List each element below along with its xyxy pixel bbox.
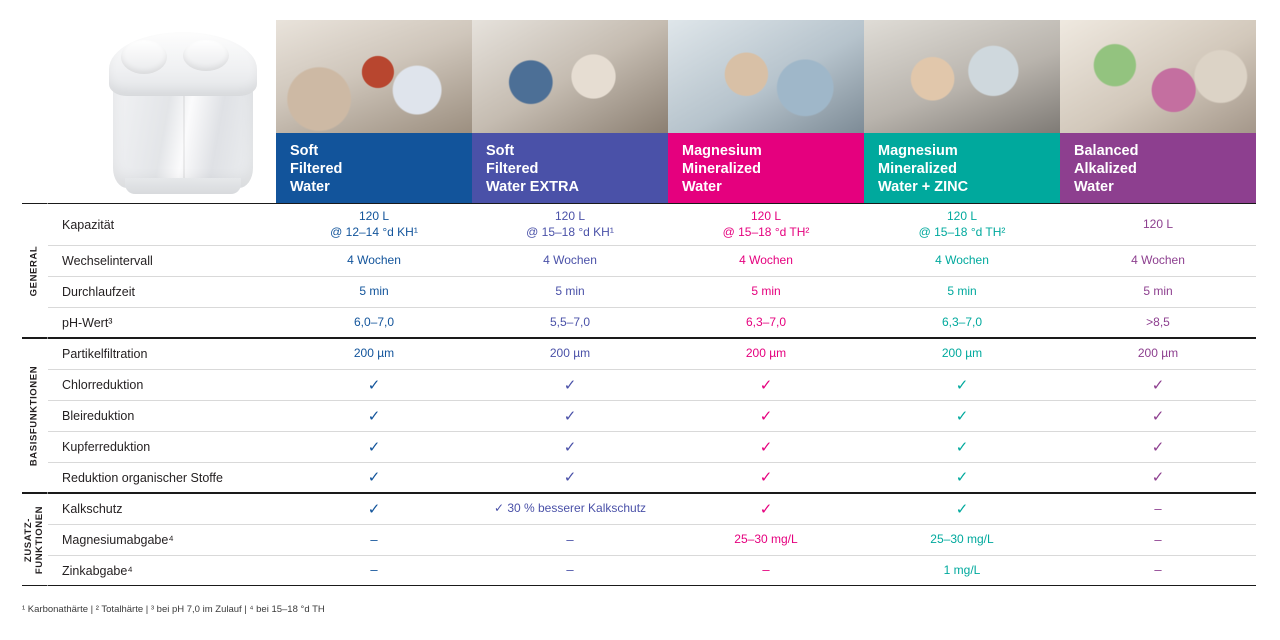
row-label bbox=[48, 276, 276, 307]
row-label bbox=[48, 338, 276, 369]
cell-value bbox=[472, 432, 668, 462]
cell-value bbox=[864, 494, 1060, 524]
couple-drinking-water-image bbox=[864, 20, 1060, 133]
table-cell bbox=[668, 276, 864, 307]
table-cell bbox=[864, 338, 1060, 369]
column-title-line: Soft bbox=[290, 143, 319, 159]
group-label-text: ZUSATZ- FUNKTIONEN bbox=[22, 505, 45, 574]
table-cell bbox=[1060, 431, 1256, 462]
table-cell bbox=[1060, 203, 1256, 245]
cell-value-line1: 120 L bbox=[946, 208, 978, 223]
row-label-text: Zinkabgabe⁴ bbox=[62, 563, 133, 578]
cell-value bbox=[864, 556, 1060, 585]
row-label-text: Magnesiumabgabe⁴ bbox=[62, 533, 174, 547]
cell-value-line1: ✓ bbox=[1151, 376, 1165, 394]
table-cell bbox=[276, 338, 472, 369]
cell-value-line1: 120 L bbox=[358, 208, 390, 223]
cell-value-line1: ✓ bbox=[367, 376, 381, 394]
column-title-line: Water + ZINC bbox=[878, 179, 969, 196]
table-cell bbox=[472, 555, 668, 586]
column-title-line: Filtered bbox=[486, 161, 539, 178]
row-label-text: Wechselintervall bbox=[62, 254, 153, 268]
cell-value bbox=[472, 339, 668, 369]
table-cell bbox=[668, 203, 864, 245]
cell-value-line1: 200 µm bbox=[1137, 346, 1179, 361]
cell-value bbox=[668, 277, 864, 307]
cell-value bbox=[1060, 308, 1256, 337]
row-label bbox=[48, 245, 276, 276]
cell-value-line2: @ 12–14 °d KH¹ bbox=[330, 224, 418, 239]
cell-value-line1: 120 L bbox=[750, 208, 782, 223]
column-title-5 bbox=[1060, 133, 1256, 203]
cell-value-line1: 5 min bbox=[555, 284, 585, 299]
cell-value bbox=[864, 401, 1060, 431]
cell-value-line1: ✓ bbox=[759, 438, 773, 456]
cell-value bbox=[864, 339, 1060, 369]
table-cell bbox=[1060, 462, 1256, 493]
table-cell bbox=[864, 524, 1060, 555]
cell-value bbox=[1060, 246, 1256, 276]
cell-value bbox=[276, 370, 472, 400]
column-photo-3 bbox=[668, 20, 864, 133]
table-cell bbox=[472, 524, 668, 555]
row-label-text: Chlorreduktion bbox=[62, 378, 144, 392]
table-cell bbox=[276, 524, 472, 555]
table-cell bbox=[276, 400, 472, 431]
man-child-pouring-water-image bbox=[472, 20, 668, 133]
cell-value-line1: ✓ bbox=[1151, 469, 1165, 486]
cell-value-line1: 5 min bbox=[1143, 284, 1173, 299]
cell-value bbox=[668, 556, 864, 585]
cell-value-line1: 200 µm bbox=[941, 346, 983, 361]
column-photo-2 bbox=[472, 20, 668, 133]
cell-value-line1: 4 Wochen bbox=[347, 253, 401, 268]
cell-value bbox=[864, 277, 1060, 307]
cell-value-line1: ✓ bbox=[367, 438, 381, 456]
cell-value-line1: – bbox=[370, 562, 378, 578]
row-label bbox=[48, 400, 276, 431]
cell-value bbox=[1060, 339, 1256, 369]
column-photo-1 bbox=[276, 20, 472, 133]
column-title-2 bbox=[472, 133, 668, 203]
cell-value-line1: >8,5 bbox=[1146, 314, 1170, 329]
row-label bbox=[48, 431, 276, 462]
cell-value-line2: @ 15–18 °d TH² bbox=[918, 224, 1006, 239]
cell-value bbox=[472, 308, 668, 337]
table-cell bbox=[1060, 245, 1256, 276]
column-title-line: Mineralized bbox=[878, 161, 957, 178]
cell-value-line1: ✓ bbox=[563, 438, 577, 456]
table-cell bbox=[276, 203, 472, 245]
column-title-line: Magnesium bbox=[682, 143, 762, 159]
spacer-side-top bbox=[22, 20, 48, 133]
row-label bbox=[48, 462, 276, 493]
cell-value-line1: 4 Wochen bbox=[1131, 253, 1185, 268]
table-cell bbox=[668, 493, 864, 524]
cell-value-line1: 25–30 mg/L bbox=[930, 532, 994, 547]
cell-value-line1: ✓ bbox=[759, 500, 773, 518]
cell-value bbox=[668, 525, 864, 555]
cell-value-line1: ✓ bbox=[1151, 407, 1165, 425]
column-title-line: Soft bbox=[486, 143, 515, 159]
cell-value-line1: – bbox=[1154, 562, 1162, 578]
table-cell bbox=[276, 462, 472, 493]
table-cell bbox=[276, 493, 472, 524]
cell-value-line1: ✓ bbox=[955, 438, 969, 456]
cell-value-line1: ✓ bbox=[367, 500, 381, 518]
group-label-text: BASISFUNKTIONEN bbox=[28, 365, 40, 466]
cell-value bbox=[472, 401, 668, 431]
cell-value-line1: 5 min bbox=[751, 284, 781, 299]
table-cell bbox=[1060, 555, 1256, 586]
cell-value bbox=[276, 308, 472, 337]
column-title-3 bbox=[668, 133, 864, 203]
spacer-side-title bbox=[22, 133, 48, 203]
cell-value bbox=[1060, 556, 1256, 585]
table-cell bbox=[864, 203, 1060, 245]
group-side-label-3 bbox=[22, 493, 48, 586]
cell-value bbox=[864, 204, 1060, 245]
table-cell bbox=[472, 276, 668, 307]
table-footnote: ¹ Karbonathärte | ² Totalhärte | ³ bei pH 7,0 im Zulauf | ⁴ bei 15–18 °d TH bbox=[22, 604, 325, 615]
cell-value bbox=[668, 401, 864, 431]
row-label bbox=[48, 555, 276, 586]
table-cell bbox=[668, 245, 864, 276]
table-grid bbox=[22, 20, 1258, 586]
cell-value bbox=[276, 463, 472, 492]
table-cell bbox=[1060, 338, 1256, 369]
cell-value-line1: – bbox=[566, 531, 574, 547]
cell-value bbox=[668, 308, 864, 337]
cell-value-line1: 25–30 mg/L bbox=[734, 532, 798, 547]
cell-value-line2: @ 15–18 °d TH² bbox=[722, 224, 810, 239]
cell-value-line1: – bbox=[370, 531, 378, 547]
table-cell bbox=[1060, 524, 1256, 555]
table-cell bbox=[472, 462, 668, 493]
cell-value bbox=[1060, 401, 1256, 431]
cell-value-line1: ✓ bbox=[955, 469, 969, 486]
cell-value-line1: 6,3–7,0 bbox=[941, 314, 983, 329]
table-cell bbox=[276, 276, 472, 307]
table-cell bbox=[276, 555, 472, 586]
cell-value bbox=[1060, 277, 1256, 307]
cell-value bbox=[472, 246, 668, 276]
cell-value bbox=[276, 204, 472, 245]
table-cell bbox=[472, 493, 668, 524]
cell-value bbox=[276, 432, 472, 462]
cell-value-line1: ✓ bbox=[563, 376, 577, 394]
cell-value bbox=[472, 204, 668, 245]
table-cell bbox=[864, 400, 1060, 431]
cell-value bbox=[668, 246, 864, 276]
cell-value-line1: ✓ bbox=[759, 376, 773, 394]
cell-value-line1: 6,3–7,0 bbox=[745, 314, 787, 329]
cell-value bbox=[668, 494, 864, 524]
cell-value bbox=[668, 432, 864, 462]
cell-value bbox=[1060, 204, 1256, 245]
row-label-text: Reduktion organischer Stoffe bbox=[62, 470, 223, 485]
cell-value-line1: ✓ bbox=[955, 376, 969, 394]
row-label bbox=[48, 524, 276, 555]
cell-value-line1: 120 L bbox=[1142, 216, 1174, 231]
row-label-text: pH-Wert³ bbox=[62, 315, 113, 330]
column-title-line: Balanced bbox=[1074, 143, 1139, 159]
row-label-text: Kupferreduktion bbox=[62, 440, 151, 454]
cell-value-line1: ✓ bbox=[759, 407, 773, 425]
cell-value-line1: 4 Wochen bbox=[543, 253, 597, 268]
cell-value bbox=[276, 494, 472, 524]
row-label-text: Durchlaufzeit bbox=[62, 285, 135, 299]
row-label bbox=[48, 203, 276, 245]
row-label-text: Kapazität bbox=[62, 217, 115, 232]
cell-value bbox=[864, 246, 1060, 276]
table-cell bbox=[276, 245, 472, 276]
cell-value-line1: ✓ bbox=[955, 407, 969, 425]
table-cell bbox=[668, 462, 864, 493]
table-cell bbox=[472, 400, 668, 431]
cell-value-line1: 200 µm bbox=[549, 346, 591, 361]
table-cell bbox=[864, 493, 1060, 524]
table-cell bbox=[864, 555, 1060, 586]
cell-value bbox=[864, 432, 1060, 462]
cell-value bbox=[864, 370, 1060, 400]
column-title-line: Magnesium bbox=[878, 143, 958, 159]
cell-value-line2: @ 15–18 °d KH¹ bbox=[526, 224, 614, 239]
cell-value-line1: 120 L bbox=[554, 208, 586, 223]
table-cell bbox=[668, 338, 864, 369]
cell-value-line1: ✓ bbox=[367, 469, 381, 486]
table-cell bbox=[1060, 307, 1256, 338]
cell-value bbox=[276, 277, 472, 307]
table-cell bbox=[1060, 369, 1256, 400]
table-cell bbox=[472, 307, 668, 338]
column-title-line: Water bbox=[290, 179, 330, 196]
cell-value bbox=[472, 370, 668, 400]
spacer-label-top bbox=[48, 20, 276, 133]
group-side-label-1 bbox=[22, 203, 48, 338]
cell-value bbox=[276, 246, 472, 276]
cell-value-line1: 5 min bbox=[359, 284, 389, 299]
table-cell bbox=[472, 203, 668, 245]
cell-value bbox=[472, 556, 668, 585]
cell-value-line1: ✓ bbox=[1151, 438, 1165, 456]
cell-value-line1: – bbox=[762, 562, 770, 578]
cell-value bbox=[1060, 432, 1256, 462]
table-cell bbox=[864, 245, 1060, 276]
spacer-label-title bbox=[48, 133, 276, 203]
cell-value-line1: ✓ bbox=[563, 469, 577, 486]
table-cell bbox=[472, 369, 668, 400]
column-photo-4 bbox=[864, 20, 1060, 133]
cell-value-line1: 6,0–7,0 bbox=[353, 314, 395, 329]
cell-value-line1: – bbox=[1154, 531, 1162, 547]
cell-value bbox=[864, 463, 1060, 492]
column-title-line: Mineralized bbox=[682, 161, 761, 178]
cell-value-line1: ✓ bbox=[955, 500, 969, 518]
cell-value-line1: ✓ bbox=[563, 407, 577, 425]
column-title-line: Water bbox=[1074, 179, 1114, 196]
cell-value bbox=[276, 525, 472, 555]
column-title-line: Water bbox=[682, 179, 722, 196]
column-title-4 bbox=[864, 133, 1060, 203]
table-cell bbox=[472, 245, 668, 276]
table-cell bbox=[864, 462, 1060, 493]
cell-value bbox=[668, 463, 864, 492]
table-cell bbox=[1060, 493, 1256, 524]
table-cell bbox=[276, 431, 472, 462]
cell-value bbox=[472, 277, 668, 307]
cell-value bbox=[1060, 525, 1256, 555]
cell-value bbox=[472, 525, 668, 555]
row-label-text: Partikelfiltration bbox=[62, 347, 148, 361]
column-title-line: Alkalized bbox=[1074, 161, 1137, 178]
table-cell bbox=[668, 524, 864, 555]
table-cell bbox=[668, 431, 864, 462]
row-label-text: Bleireduktion bbox=[62, 409, 135, 423]
cell-value-line1: 1 mg/L bbox=[943, 562, 981, 577]
cell-value bbox=[276, 401, 472, 431]
cell-value bbox=[1060, 370, 1256, 400]
group-label-text: GENERAL bbox=[28, 245, 40, 296]
cell-value bbox=[1060, 463, 1256, 492]
women-yoga-plank-image bbox=[1060, 20, 1256, 133]
kitchen-family-filtering-water-image bbox=[276, 20, 472, 133]
cell-value-line1: – bbox=[566, 562, 574, 578]
cell-value-line1: 4 Wochen bbox=[739, 253, 793, 268]
cell-value bbox=[668, 370, 864, 400]
cell-value-line1: 200 µm bbox=[353, 346, 395, 361]
table-cell bbox=[1060, 276, 1256, 307]
table-cell bbox=[472, 338, 668, 369]
table-cell bbox=[864, 276, 1060, 307]
table-cell bbox=[276, 307, 472, 338]
column-title-line: Water EXTRA bbox=[486, 179, 579, 196]
column-title-line: Filtered bbox=[290, 161, 343, 178]
table-cell bbox=[864, 307, 1060, 338]
cell-value-line1: 5 min bbox=[947, 284, 977, 299]
cell-value-line1: 200 µm bbox=[745, 346, 787, 361]
table-cell bbox=[472, 431, 668, 462]
table-cell bbox=[668, 400, 864, 431]
table-cell bbox=[864, 431, 1060, 462]
cell-value bbox=[1060, 494, 1256, 524]
woman-drinking-water-gym-image bbox=[668, 20, 864, 133]
table-cell bbox=[276, 369, 472, 400]
cell-value bbox=[276, 339, 472, 369]
cell-value-line1: ✓ bbox=[367, 407, 381, 425]
table-cell bbox=[1060, 400, 1256, 431]
row-label bbox=[48, 307, 276, 338]
cell-value bbox=[276, 556, 472, 585]
table-cell bbox=[668, 555, 864, 586]
cell-value-line1: 4 Wochen bbox=[935, 253, 989, 268]
column-photo-5 bbox=[1060, 20, 1256, 133]
cell-value bbox=[472, 494, 668, 524]
cell-value bbox=[668, 339, 864, 369]
cell-value bbox=[472, 463, 668, 492]
cell-value bbox=[864, 308, 1060, 337]
cell-value-line1: – bbox=[1154, 500, 1162, 516]
row-label-text: Kalkschutz bbox=[62, 502, 123, 516]
table-cell bbox=[668, 307, 864, 338]
cell-value bbox=[864, 525, 1060, 555]
product-comparison-table bbox=[22, 20, 1258, 586]
column-title-1 bbox=[276, 133, 472, 203]
group-side-label-2 bbox=[22, 338, 48, 493]
cell-value-line1: ✓ bbox=[759, 469, 773, 486]
cell-value-line1: 5,5–7,0 bbox=[549, 314, 591, 329]
table-cell bbox=[668, 369, 864, 400]
row-label bbox=[48, 369, 276, 400]
row-label bbox=[48, 493, 276, 524]
table-cell bbox=[864, 369, 1060, 400]
cell-value bbox=[668, 204, 864, 245]
cell-value-line1: ✓ 30 % besserer Kalkschutz bbox=[493, 501, 647, 516]
